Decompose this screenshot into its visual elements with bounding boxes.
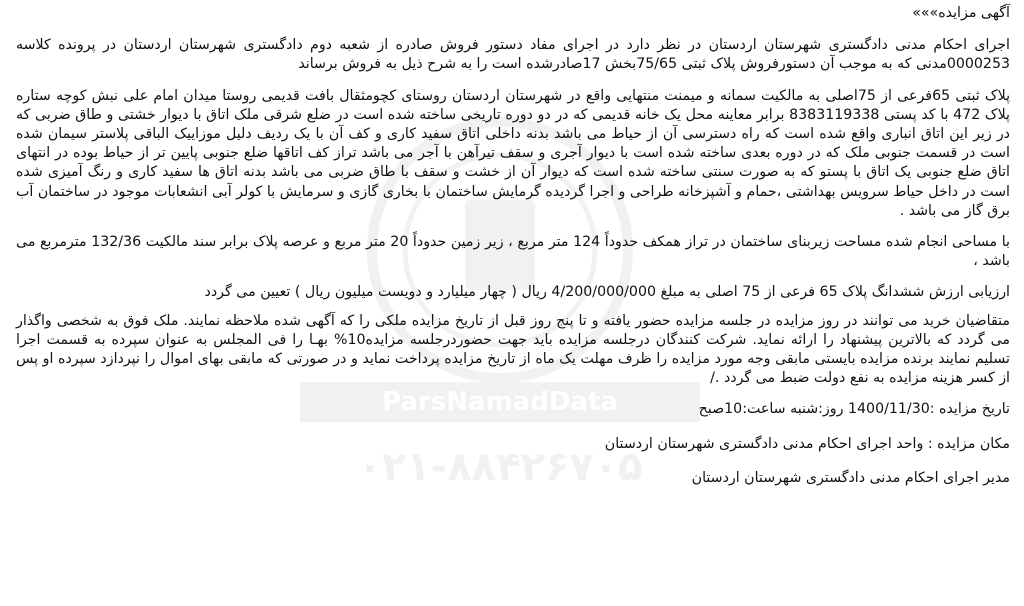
valuation-paragraph: ارزیابی ارزش ششدانگ پلاک 65 فرعی از 75 اصلی به مبلغ 4/200/000/000 ریال ( چهار میلیارد و دویست میلیون ریال ) تعیین می گردد — [204, 284, 1010, 301]
area-measurement-paragraph: با مساحی انجام شده مساحت زیربنای ساختمان در تراز همکف حدوداً 124 متر مربع ، زیر زمین حدوداً 20 متر مربع و عرصه پلاک برابر سند مالکیت 132/36 مترمربع می باشد ، — [16, 234, 1010, 270]
watermark-phone: ۰۲۱-۸۸۴۲۶۷۰۵ — [357, 444, 643, 490]
auction-place-line: مکان مزایده : واحد اجرای احکام مدنی دادگستری شهرستان اردستان — [604, 435, 1010, 452]
signature-line: مدیر اجرای احکام مدنی دادگستری شهرستان اردستان — [691, 469, 1010, 486]
auction-date-line: تاریخ مزایده :1400/11/30 روز:شنبه ساعت:10صبح — [698, 401, 1010, 418]
notice-title: آگهی مزایده»»» — [912, 5, 1010, 21]
property-description-paragraph: پلاک ثبتی 65فرعی از 75اصلی به مالکیت سمانه و میمنت منتهایی واقع در شهرستان اردستان روستای کچومثقال بافت قدیمی روستا میدان امام علی نبش کوچه ستاره پلاک 472 با کد پستی 8383119338 برابر معاینه محل یک خانه قدیمی که در دو دوره تاریخی ساخته شده است در ضلع شرقی ملک اتاق با دیوار خشتی و طاق ضربی که در زیر این اتاق انباری واقع شده است که راه دسترسی آن از حیاط می باشد بدنه داخلی اتاق سفید کاری و کف آن با یک ردیف دلیل موزاییک الباقی پلاستر سیمان شده است در قسمت جنوبی ملک که در دوره بعدی ساخته شده است با دیوار آجری و سقف تیرآهن با آجر می باشد تراز کف اتاقها ضلع جنوبی پایین تر از حیاط بوده در انتهای اتاق ضلع جنوبی یک اتاق با پستو که به صورت سنتی ساخته شده است که دیوار آن از خشت و سقف با طاق ضربی می باشد بدنه اتاق ها سفید کاری و رنگ آمیزی شده است در داخل حیاط سرویس بهداشتی ،حمام و آشپزخانه طراحی و اجرا گردیده گرمایش ساختمان با بخاری گازی و سرمایش با کولر آبی انشعابات موجود در ساختمان آب برق گاز می باشد . — [16, 87, 1011, 219]
watermark-brand: ParsNamadData — [382, 387, 618, 417]
notice-body — [16, 4, 1010, 503]
bidding-conditions-paragraph: متقاضیان خرید می توانند در روز مزایده در جلسه مزایده حضور یافته و تا پنج روز قبل از تاریخ مزایده ملکی را که آگهی شده ملاحظه نمایند. ملک فوق به شخصی واگذار می گردد که بالاترین پیشنهاد را ارائه نماید. شرکت کنندگان درجلسه مزایده باید جهت حضوردرجلسه مزایده10% بهـا را فی المجلس به عنوان سپرده به قسمت اجرا تسلیم نمایند برنده مزایده بایستی مابقی وجه مورد مزایده را ظرف مهلت یک ماه از تاریخ مزایده پرداخت نماید و در صورتی که مابقی بهای اموال را نپردازد سپرده او پس از کسر هزینه مزایده به نفع دولت ضبط می گردد ./ — [16, 312, 1010, 387]
notice-intro-paragraph: اجرای احکام مدنی دادگستری شهرستان اردستان در نظر دارد در اجرای مفاد دستور فروش صادره از شعبه دوم دادگستری شهرستان اردستان در پرونده کلاسه 0000253مدنی که به موجب آن دستورفروش پلاک ثبتی 75/65بخش 17صادرشده است را به شرح ذیل به فروش برساند — [16, 37, 1010, 73]
